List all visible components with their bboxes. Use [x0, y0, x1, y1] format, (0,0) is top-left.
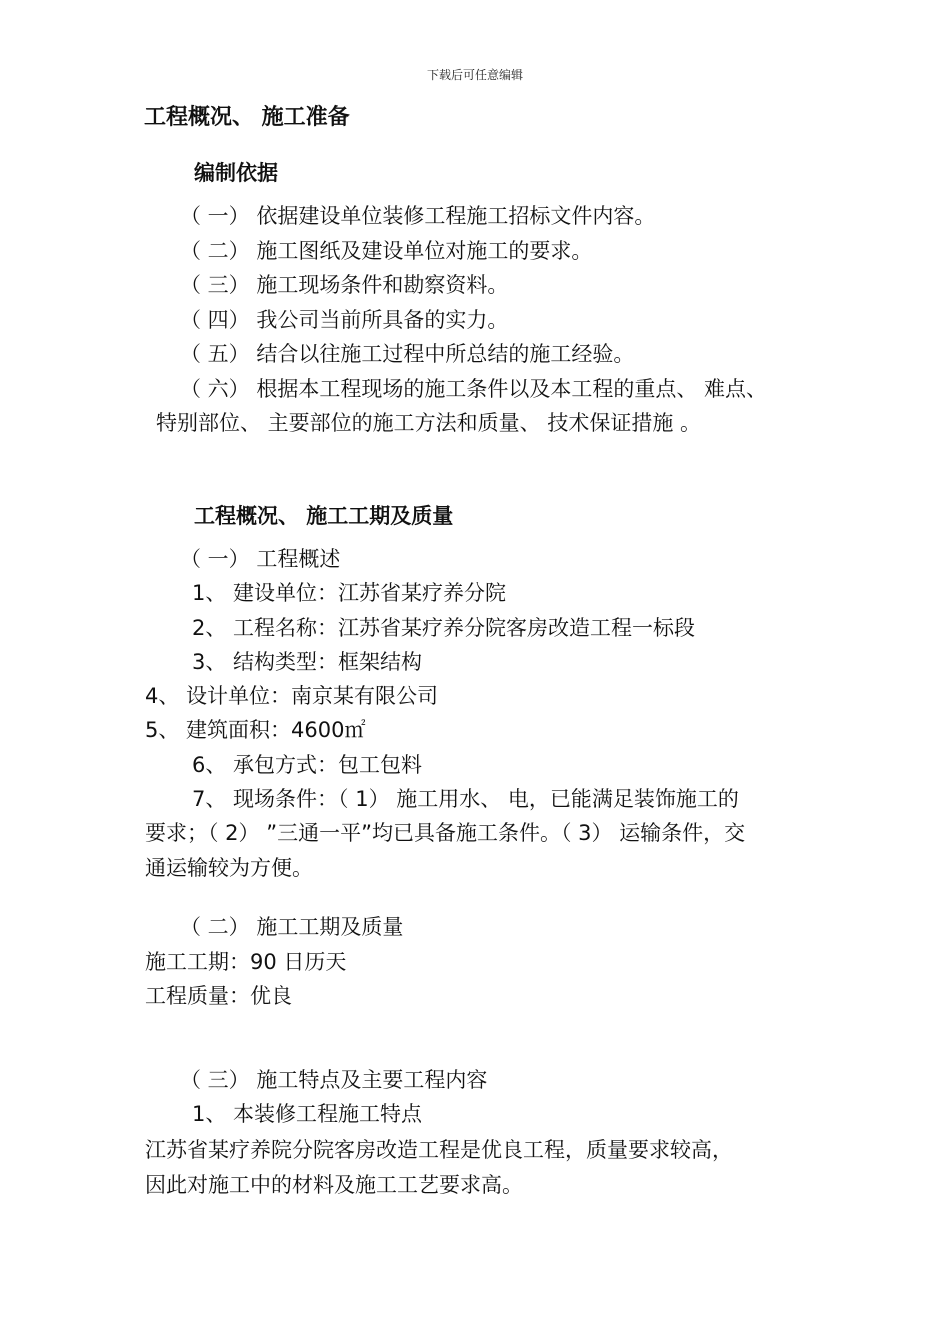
construction-duration: 施工工期：90 日历天 — [145, 950, 347, 974]
basis-item: （ 五） 结合以往施工过程中所总结的施工经验。 — [180, 342, 635, 366]
overview-item: 1、 建设单位：江苏省某疗养分院 — [192, 581, 507, 605]
overview-item: 2、 工程名称：江苏省某疗养分院客房改造工程一标段 — [192, 616, 696, 640]
site-conditions-line: 通运输较为方便。 — [145, 856, 313, 880]
basis-item: （ 一） 依据建设单位装修工程施工招标文件内容。 — [180, 204, 656, 228]
overview-item: 3、 结构类型：框架结构 — [192, 650, 423, 674]
overview-item: 6、 承包方式：包工包料 — [192, 753, 423, 777]
basis-heading: 编制依据 — [194, 161, 278, 185]
duration-quality-subtitle: （ 二） 施工工期及质量 — [180, 915, 404, 939]
overview-subtitle: （ 一） 工程概述 — [180, 547, 341, 571]
basis-item: （ 四） 我公司当前所具备的实力。 — [180, 308, 509, 332]
features-subtitle: （ 三） 施工特点及主要工程内容 — [180, 1068, 488, 1092]
overview-heading: 工程概况、 施工工期及质量 — [194, 504, 454, 528]
site-conditions-line: 要求；（ 2） ”三通一平”均已具备施工条件。（ 3） 运输条件，交 — [145, 821, 746, 845]
basis-item: （ 三） 施工现场条件和勘察资料。 — [180, 273, 509, 297]
page-title: 工程概况、 施工准备 — [144, 105, 350, 130]
construction-quality: 工程质量：优良 — [145, 984, 292, 1008]
features-text: 江苏省某疗养院分院客房改造工程是优良工程，质量要求较高， — [145, 1138, 733, 1162]
overview-item: 5、 建筑面积：4600㎡ — [145, 718, 366, 742]
overview-item: 4、 设计单位：南京某有限公司 — [145, 684, 439, 708]
features-text: 因此对施工中的材料及施工工艺要求高。 — [145, 1173, 523, 1197]
basis-item-continued: 特别部位、 主要部位的施工方法和质量、 技术保证措施 。 — [156, 411, 702, 435]
header-note: 下载后可任意编辑 — [426, 68, 523, 82]
features-item-title: 1、 本装修工程施工特点 — [192, 1102, 423, 1126]
basis-item: （ 二） 施工图纸及建设单位对施工的要求。 — [180, 239, 593, 263]
basis-item: （ 六） 根据本工程现场的施工条件以及本工程的重点、 难点、 — [180, 377, 768, 401]
site-conditions-line: 7、 现场条件：（ 1） 施工用水、 电，已能满足装饰施工的 — [192, 787, 739, 811]
